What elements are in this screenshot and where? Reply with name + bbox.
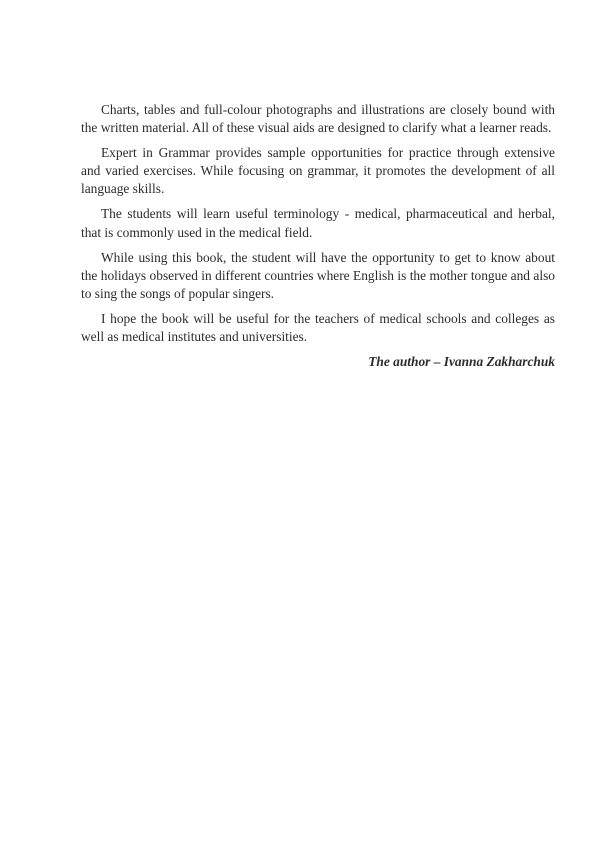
- document-page: [81, 101, 555, 371]
- paragraph-visual-aids: Charts, tables and full-colour photographs and illustrations are closely bound with the written material. All of these visual aids are designed to clarify what a learner reads.: [81, 102, 555, 136]
- paragraph-terminology: The students will learn useful terminology - medical, pharmaceutical and herbal, that is commonly used in the medical field.: [81, 206, 555, 240]
- paragraph-usefulness: I hope the book will be useful for the teachers of medical schools and colleges as well as medical institutes and universities.: [81, 310, 555, 345]
- paragraph-holidays-songs: While using this book, the student will have the opportunity to get to know about the holidays observed in different countries where English is the mother tongue and also to sing the songs of popular singers.: [81, 249, 555, 301]
- author-signature: The author – Ivanna Zakharchuk: [368, 354, 555, 370]
- paragraph-expert-in-grammar: Expert in Grammar provides sample opportunities for practice through extensive and varied exercises. While focusing on grammar, it promotes the development of all language skills.: [81, 145, 555, 197]
